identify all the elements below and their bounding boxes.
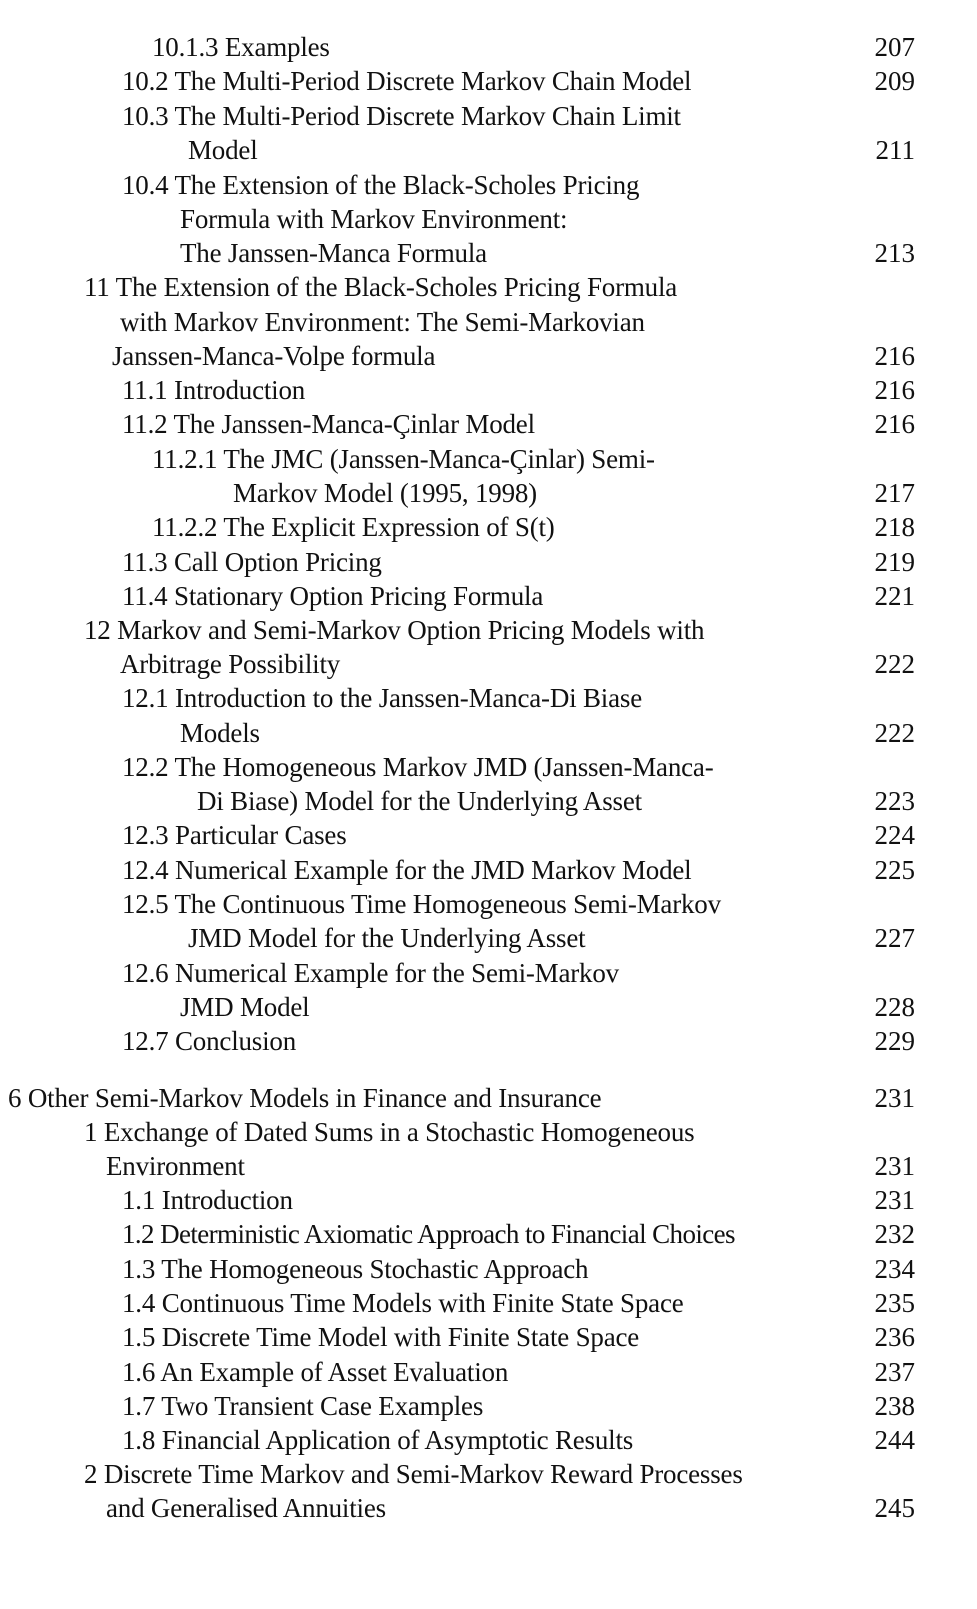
toc-entry-text: 1.5 Discrete Time Model with Finite State Space: [122, 1322, 640, 1352]
toc-entry-page: 219: [874, 547, 915, 577]
toc-entry-text: Formula with Markov Environment:: [180, 204, 568, 234]
toc-entry-text: 11.2 The Janssen-Manca-Çinlar Model: [122, 409, 535, 439]
toc-entry-page: 231: [874, 1151, 915, 1181]
toc-entry-text: 2 Discrete Time Markov and Semi-Markov Reward Processes: [84, 1459, 743, 1489]
toc-entry-text: JMD Model: [180, 992, 310, 1022]
toc-entry-text: with Markov Environment: The Semi-Markovian: [120, 307, 645, 337]
toc-entry-text: 12 Markov and Semi-Markov Option Pricing Models with: [84, 615, 705, 645]
toc-entry-text: 1.1 Introduction: [122, 1185, 293, 1215]
toc-entry-text: 11.3 Call Option Pricing: [122, 547, 382, 577]
toc-entry-page: 234: [874, 1254, 915, 1284]
toc-entry-text: 12.7 Conclusion: [122, 1026, 297, 1056]
toc-entry-text: 10.1.3 Examples: [152, 32, 330, 62]
toc-entry-page: 211: [875, 135, 915, 165]
toc-entry-page: 225: [874, 855, 915, 885]
toc-entry-text: 12.5 The Continuous Time Homogeneous Semi-Markov: [122, 889, 721, 919]
toc-entry-page: 221: [874, 581, 915, 611]
toc-entry-text: 1.8 Financial Application of Asymptotic Results: [122, 1425, 634, 1455]
toc-entry-page: 217: [874, 478, 915, 508]
toc-entry-page: 231: [874, 1083, 915, 1113]
toc-entry-text: 1.6 An Example of Asset Evaluation: [122, 1357, 509, 1387]
toc-entry-text: Environment: [106, 1151, 245, 1181]
toc-entry-page: 223: [874, 786, 915, 816]
toc-entry-text: 11.4 Stationary Option Pricing Formula: [122, 581, 544, 611]
toc-entry-page: 213: [874, 238, 915, 268]
toc-entry-page: 245: [874, 1493, 915, 1523]
toc-entry-page: 238: [874, 1391, 915, 1421]
toc-entry-page: 229: [874, 1026, 915, 1056]
toc-entry-text: 10.2 The Multi-Period Discrete Markov Chain Model: [122, 66, 692, 96]
toc-entry-page: 216: [874, 375, 915, 405]
toc-entry-page: 222: [874, 718, 915, 748]
toc-entry-text: Models: [180, 718, 260, 748]
toc-entry-text: 11.2.2 The Explicit Expression of S(t): [152, 512, 555, 542]
toc-entry-page: 232: [874, 1219, 915, 1249]
toc-entry-text: 11 The Extension of the Black-Scholes Pricing Formula: [84, 272, 678, 302]
toc-entry-text: Model: [188, 135, 258, 165]
toc-entry-page: 218: [874, 512, 915, 542]
toc-entry-text: 1.3 The Homogeneous Stochastic Approach: [122, 1254, 589, 1284]
toc-entry-page: 235: [874, 1288, 915, 1318]
toc-entry-text: 1 Exchange of Dated Sums in a Stochastic Homogeneous: [84, 1117, 695, 1147]
toc-entry-page: 207: [874, 32, 915, 62]
toc-entry-text: 12.3 Particular Cases: [122, 820, 347, 850]
toc-entry-text: 12.1 Introduction to the Janssen-Manca-Di Biase: [122, 683, 642, 713]
toc-entry-page: 209: [874, 66, 915, 96]
toc-entry-text: Markov Model (1995, 1998): [233, 478, 537, 508]
toc-entry-page: 222: [874, 649, 915, 679]
toc-entry-text: The Janssen-Manca Formula: [180, 238, 487, 268]
toc-entry-text: 1.2 Deterministic Axiomatic Approach to Financial Choices: [122, 1219, 735, 1249]
toc-entry-page: 224: [874, 820, 915, 850]
toc-entry-text: 12.2 The Homogeneous Markov JMD (Janssen-Manca-: [122, 752, 714, 782]
toc-entry-text: 10.3 The Multi-Period Discrete Markov Chain Limit: [122, 101, 681, 131]
toc-entry-text: JMD Model for the Underlying Asset: [188, 923, 586, 953]
toc-entry-page: 227: [874, 923, 915, 953]
toc-entry-text: Janssen-Manca-Volpe formula: [112, 341, 436, 371]
toc-entry-text: 1.7 Two Transient Case Examples: [122, 1391, 484, 1421]
toc-entry-page: 244: [874, 1425, 915, 1455]
toc-entry-page: 216: [874, 341, 915, 371]
toc-entry-text: 11.1 Introduction: [122, 375, 306, 405]
toc-entry-text: 12.4 Numerical Example for the JMD Markov Model: [122, 855, 692, 885]
toc-entry-page: 237: [874, 1357, 915, 1387]
toc-entry-text: 10.4 The Extension of the Black-Scholes Pricing: [122, 170, 640, 200]
toc-entry-text: 6 Other Semi-Markov Models in Finance and Insurance: [8, 1083, 602, 1113]
toc-entry-page: 216: [874, 409, 915, 439]
toc-entry-text: 1.4 Continuous Time Models with Finite State Space: [122, 1288, 684, 1318]
toc-entry-text: and Generalised Annuities: [106, 1493, 386, 1523]
toc-entry-text: 12.6 Numerical Example for the Semi-Markov: [122, 958, 619, 988]
toc-entry-page: 231: [874, 1185, 915, 1215]
toc-entry-text: Di Biase) Model for the Underlying Asset: [197, 786, 642, 816]
toc-entry-page: 228: [874, 992, 915, 1022]
toc-entry-text: Arbitrage Possibility: [120, 649, 341, 679]
toc-entry-text: 11.2.1 The JMC (Janssen-Manca-Çinlar) Semi-: [152, 444, 655, 474]
toc-entry-page: 236: [874, 1322, 915, 1352]
